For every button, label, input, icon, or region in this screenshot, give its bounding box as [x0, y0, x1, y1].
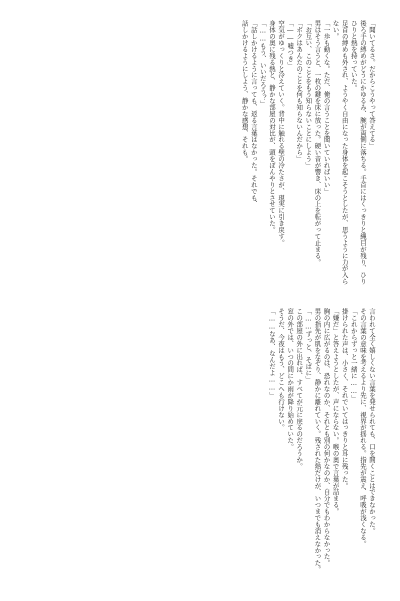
upper-text-block — [28, 20, 376, 286]
paragraph: 「……もう、いいだろう？」 — [258, 20, 267, 108]
paragraph: 掛けられた声は、小さく、それでいてはっきりと耳に残った。 — [340, 308, 349, 489]
lower-text-block — [28, 308, 376, 574]
paragraph: 男はそう言うと、一枚の鍵を床に放った。硬い音が響き、床の上を転がって止まる。 — [313, 20, 322, 266]
paragraph: 後ろ手の縛めがどうにかゆるみ、腕が両側に落ちる。手首にはくっきりと縄目が残り、ひりひりと熱を持っていた。 — [349, 20, 367, 285]
paragraph: 「……ずっと、そばに」 — [304, 308, 313, 383]
paragraph: 窓の外では、いつの間にか雨が降り始めていた。 — [286, 308, 295, 450]
paragraph: その言葉の意味を考えるより先に、視界が揺れる。指先が震え、呼吸が浅くなる。 — [358, 308, 367, 547]
paragraph: 足首の縛めも外され、ようやく自由になった身体を起こそうとしたが、思うように力が入らない。 — [331, 20, 349, 285]
paragraph: 「ボクはあんたのことを何も知らないんだから」 — [295, 20, 304, 162]
paragraph: 「聞いてるさ。だからこうやって答えてる」 — [368, 20, 376, 149]
paragraph: 「これからずっと一緒に……」 — [349, 308, 358, 402]
paragraph: 「嫌だ」と答えようとしたが、声にならない。喉の奥で言葉が詰まる。 — [331, 308, 340, 515]
paragraph: この部屋の外に出れば、すべてが元に戻るのだろうか。 — [295, 308, 304, 470]
paragraph: 胸の内に広がるのは、恐れなのか、それとも別の何かなのか、自分でもわからなかった。 — [322, 308, 331, 566]
paragraph: そうだ、今夜はもう、どこへも行けない。 — [277, 308, 286, 431]
paragraph: 言われて全く嬉しくない言葉を発せられても、口を開くことはできなかった。 — [368, 308, 376, 534]
paragraph: 「お互い、このことをもう知らないことにしよう」 — [304, 20, 313, 169]
paragraph: 話しかけるようにしよう、静かな感想、それも。 — [240, 20, 249, 162]
paragraph: 「一歩も動くな。ただ、俺の言うことを聞いていればいい」 — [322, 20, 331, 195]
paragraph: 男の指先が肌をなぞり、静かに離れていく。残された熱だけが、いつまでも消えなかった。 — [313, 308, 322, 573]
paragraph: 「――嘘つき」 — [286, 20, 295, 69]
paragraph: 「……なあ、なんだよ……」 — [267, 308, 276, 399]
paragraph: 身体の奥に残る熱と、静かな部屋の対比が、頭をぼんやりとさせていた。 — [267, 20, 276, 233]
paragraph: 「話しかけるように言っても、返る言葉はなかった。それでも、 — [249, 20, 258, 208]
paragraph: 空気がゆっくりと冷えていく。背中に触れる壁の冷たさが、現実に引き戻す。 — [277, 20, 286, 246]
